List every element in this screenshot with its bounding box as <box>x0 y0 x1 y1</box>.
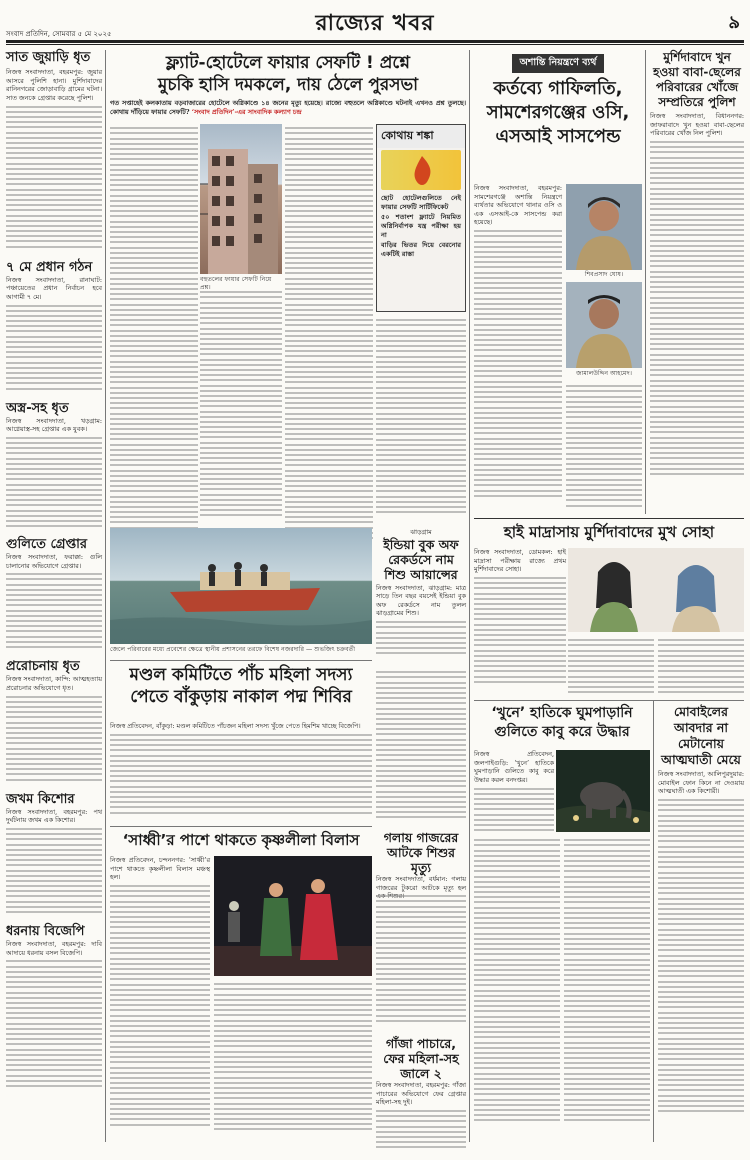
story-shooting-body <box>6 573 102 655</box>
madrasa-top-rule <box>474 518 744 519</box>
madrasa-photo <box>568 548 744 632</box>
headline-shooting: গুলিতে গ্রেপ্তার <box>6 536 88 552</box>
headline-may7: ৭ মে প্রধান গঠন <box>6 259 93 275</box>
headline-bjp-dharna: ধরনায় বিজেপি <box>6 924 85 940</box>
mobile-story <box>658 704 744 1142</box>
elephant-illustration <box>556 750 650 832</box>
story-arms-lead: নিজস্ব সংবাদদাতা, খড়গ্রাম: আগ্নেয়াস্ত্র-সহ গ্রেপ্তার এক যুবক। <box>6 416 102 434</box>
fire-extinguisher-graphic <box>381 150 461 190</box>
sadhvi-body <box>110 856 210 1142</box>
mondal-rule <box>110 826 372 827</box>
boat-illustration <box>110 528 372 644</box>
elephant-body-2 <box>564 836 650 1142</box>
header-rule <box>6 40 744 43</box>
madrasa-body-3 <box>658 636 744 698</box>
record-headline: ইন্ডিয়া বুক অফ রেকর্ডসে নাম শিশু আয়ান্সের <box>383 536 459 582</box>
boat-story-rule <box>110 660 372 661</box>
sadhvi-lead: নিজস্ব প্রতিবেদন, চন্দননগর: ‘সাধ্বী’র পাশে থাকতে কৃষ্ণলীলা বিলাস মঞ্চস্থ হল। <box>110 856 210 882</box>
headline-abetment: প্ররোচনায় ধৃত <box>6 659 80 675</box>
mondal-story-body <box>110 722 372 822</box>
where-box-items <box>377 192 465 262</box>
mondal-lead: নিজস্ব প্রতিবেদন, বাঁকুড়া: মণ্ডল কমিটিতে পাঁচজন মহিলা সদস্য খুঁজে পেতে হিমশিম খাচ্ছে বিজেপি। <box>110 722 361 730</box>
where-item-1: ছোট হোটেলগুলিতে নেই ফায়ার সেফটি সার্টিফিকেট <box>381 194 461 211</box>
where-danger-box <box>376 124 466 312</box>
murder-lead: নিজস্ব সংবাদদাতা, বিধাননগর: জাফরাবাদে খুন হওয়া বাবা-ছেলের পরিবারের খোঁজ নিল পুলিশ। <box>650 112 744 138</box>
page-number: ৯ <box>728 12 740 33</box>
story-may7-body <box>6 305 102 397</box>
story-injured-lead: নিজস্ব সংবাদদাতা, বহরমপুর: পথ দুর্ঘটনায় জখম এক কিশোর। <box>6 807 102 825</box>
elephant-lead: নিজস্ব প্রতিবেদন, জলপাইগুড়ি: ‘খুনে’ হাতিকে ঘুমপাড়ানি গুলিতে কাবু করে উদ্ধার করল বনদপ্তর। <box>474 750 554 784</box>
madrasa-illustration <box>568 548 744 632</box>
record-story <box>376 528 466 668</box>
building-illustration <box>200 124 282 274</box>
ganja-headline: গাঁজা পাচারে, ফের মহিলা-সহ জালে ২ <box>383 1036 459 1081</box>
sadhvi-headline-box <box>110 830 372 854</box>
record-kicker: ঝাড়গ্রাম <box>410 528 432 536</box>
headline-injured-teen: জখম কিশোর <box>6 791 75 807</box>
madrasa-lead: নিজস্ব সংবাদদাতা, ডোমকল: হাই মাদ্রাসা পরীক্ষায় রাজ্যে প্রথম মুর্শিদাবাদের সোহা। <box>474 548 566 574</box>
building-photo <box>200 124 282 274</box>
section-title: রাজ্যের খবর <box>315 11 435 36</box>
header-rule-thin <box>6 44 744 45</box>
left-news-column <box>6 50 102 1142</box>
where-item-2: ৫০ শতাংশ ফ্ল্যাটে নিয়মিত অগ্নিনির্বাপক যন্ত্র পরীক্ষা হয় না <box>381 213 461 239</box>
headline-arms: অস্ত্র-সহ ধৃত <box>6 400 69 416</box>
officer-1-illustration <box>566 184 642 270</box>
mondal-headline-1: মণ্ডল কমিটিতে পাঁচ মহিলা সদস্য <box>129 665 353 685</box>
suspension-kicker: অশান্তি নিয়ন্ত্রণে ব্যর্থ <box>512 54 605 73</box>
story-gamblers-body <box>6 106 102 256</box>
record-story-cont <box>376 668 466 828</box>
where-item-3: বাড়ির ভিতর দিয়ে বেরনোর একটিই রাস্তা <box>381 241 461 258</box>
story-dharna-body <box>6 960 102 1100</box>
flame-icon <box>381 150 463 190</box>
story-shooting-lead: নিজস্ব সংবাদদাতা, ফরাক্কা: গুলি চালানোর অভিযোগে গ্রেপ্তার। <box>6 552 102 570</box>
mondal-headline-2: পেতে বাঁকুড়ায় নাকাল পদ্ম শিবির <box>130 687 352 707</box>
suspension-body-col2 <box>566 382 642 514</box>
fire-story-text-col4 <box>376 316 466 524</box>
gaja-body <box>376 892 466 1032</box>
murder-story <box>650 50 744 514</box>
story-abetment-lead: নিজস্ব সংবাদদাতা, কান্দি: আত্মহত্যায় প্ররোচনার অভিযোগে ধৃত। <box>6 675 102 692</box>
sadhvi-headline: ‘সাধ্বী’র পাশে থাকতে কৃষ্ণলীলা বিলাস <box>122 831 360 849</box>
fire-intro <box>110 99 466 116</box>
column-divider <box>105 50 106 1142</box>
column-divider-3 <box>645 50 646 514</box>
record-lead: নিজস্ব সংবাদদাতা, ঝাড়গ্রাম: মাত্র সাড়ে তিন বছর বয়সেই ইন্ডিয়া বুক অফ রেকর্ডসে নাম তুলল ঝাড়গ্রামের শিশু। <box>376 583 466 618</box>
fire-credit: ‘সংবাদ প্রতিদিন’-এর সাংবাদিক কল্যাণ চন্দ্র <box>191 107 302 116</box>
madrasa-headline: হাই মাদ্রাসায় মুর্শিদাবাদের মুখ সোহা <box>503 523 715 541</box>
elephant-top-rule <box>474 700 744 701</box>
ganja-lead: নিজস্ব সংবাদদাতা, বহরমপুর: গাঁজা পাচারের অভিযোগে ফের গ্রেপ্তার মহিলা-সহ দুই। <box>376 1081 466 1107</box>
fire-intro-text: গত সপ্তাহেই কলকাতায় বড়বাজারের হোটেলে অগ্নিকাণ্ডে ১৪ জনের মৃত্যু হয়েছে। রাজ্যে বহুতলে অগ্নিকাণ্ডে ঘটনাই এখনও প্রশ্ন তুলছে। কোথায় দাঁড়িয়ে ফায়ার সেফটি? <box>110 99 466 116</box>
boat-photo <box>110 528 372 644</box>
issue-date: সংবাদ প্রতিদিন, সোমবার ৫ মে ২০২৫ <box>6 30 112 38</box>
fire-story-text-col2 <box>200 288 282 524</box>
fire-story-text-col3 <box>285 124 373 524</box>
elephant-photo <box>556 750 650 832</box>
story-abetment-body <box>6 696 102 788</box>
story-gamblers-lead: নিজস্ব সংবাদদাতা, বহরমপুর: জুয়ার আসরে পুলিশি হানা। মুর্শিদাবাদের রানিনগরের জোড়াবাড়ি গ্রামের ঘটনা। সাত জনকে গ্রেপ্তার করেছে পুলিশ। <box>6 68 102 102</box>
story-injured-body <box>6 828 102 920</box>
madrasa-body-2 <box>568 636 654 698</box>
story-dharna-lead: নিজস্ব সংবাদদাতা, বহরমপুর: দাবি আদায়ে ধরনায় বসল বিজেপি। <box>6 940 102 957</box>
building-photo-caption: বহুতলের ফায়ার সেফটি নিয়ে প্রশ্ন। <box>200 276 272 291</box>
page-header <box>6 6 744 38</box>
stage-photo <box>214 856 372 976</box>
murder-headline: মুর্শিদাবাদে খুন হওয়া বাবা-ছেলের পরিবারের খোঁজে সম্প্রতিরে পুলিশ <box>653 50 741 109</box>
officer-caption-2: জামালউদ্দিন আহমেদ। <box>576 370 632 377</box>
fire-headline-2: মুচকি হাসি দমকলে, দায় ঠেলে পুরসভা <box>157 75 419 95</box>
story-may7-lead: নিজস্ব সংবাদদাতা, রানাঘাট: পঞ্চায়েতের প্রধান নির্বাচন হবে আগামী ৭ মে। <box>6 275 102 301</box>
elephant-headline: ‘খুনে’ হাতিকে ঘুমপাড়ানি গুলিতে কাবু করে উদ্ধার <box>491 705 633 740</box>
where-box-title: কোথায় শঙ্কা <box>377 125 465 148</box>
suspension-body-col1 <box>474 184 562 514</box>
mobile-headline: মোবাইলের আবদার না মেটানোয় আত্মঘাতী মেয়ে <box>661 704 741 767</box>
officer-photo-1 <box>566 184 642 270</box>
madrasa-body <box>474 548 566 698</box>
elephant-lead-box <box>474 750 554 832</box>
boat-caption: জেলে পরিবারের মধ্যে প্রবেশের ক্ষেত্রে স্থানীয় প্রশাসনের তরফে বিশেষ নজরদারি — শুভজিৎ চক্রবর্তী <box>110 646 356 653</box>
elephant-body-1 <box>474 836 560 1142</box>
ganja-story <box>376 1036 466 1142</box>
sadhvi-body-2 <box>214 980 372 1142</box>
fire-story-header <box>110 52 466 120</box>
mondal-story-header <box>110 664 372 720</box>
column-divider-4 <box>653 700 654 1142</box>
suspension-lead: নিজস্ব সংবাদদাতা, বহরমপুর: সামশেরগঞ্জে অশান্তি নিয়ন্ত্রণে ব্যর্থতার অভিযোগে থানার ওসি ও এক এসআই-কে সাসপেন্ড করা হয়েছে। <box>474 184 562 227</box>
suspension-story-header <box>474 50 642 180</box>
suspension-headline: কর্তব্যে গাফিলতি, সামশেরগঞ্জের ওসি, এসআই সাসপেন্ড <box>486 78 630 147</box>
gaja-headline: গলায় গাজরের আটকে শিশুর মৃত্যু <box>383 830 459 875</box>
column-divider-2 <box>469 50 470 1142</box>
officer-caption-1: শিবপ্রসাদ ঘোষ। <box>584 271 624 278</box>
elephant-headline-box <box>474 704 650 748</box>
mobile-lead: নিজস্ব সংবাদদাতা, আলিপুরদুয়ার: মোবাইল ফোন কিনে না দেওয়ায় আত্মঘাতী এক কিশোরী। <box>658 770 744 796</box>
officer-photo-2 <box>566 282 642 368</box>
fire-headline-1: ফ্ল্যাট-হোটেলে ফায়ার সেফটি ! প্রশ্নে <box>166 53 410 73</box>
officer-2-illustration <box>566 282 642 368</box>
gaja-lead: নিজস্ব সংবাদদাতা, বর্ধমান: গলায় গাজরের টুকরো আটকে মৃত্যু হল <box>376 875 466 892</box>
madrasa-headline-box <box>474 522 744 546</box>
fire-story-text-col1 <box>110 124 198 524</box>
story-arms-body <box>6 437 102 533</box>
gaja-story <box>376 830 466 890</box>
stage-illustration <box>214 856 372 976</box>
headline-gamblers: সাত জুয়াড়ি ধৃত <box>6 50 91 65</box>
